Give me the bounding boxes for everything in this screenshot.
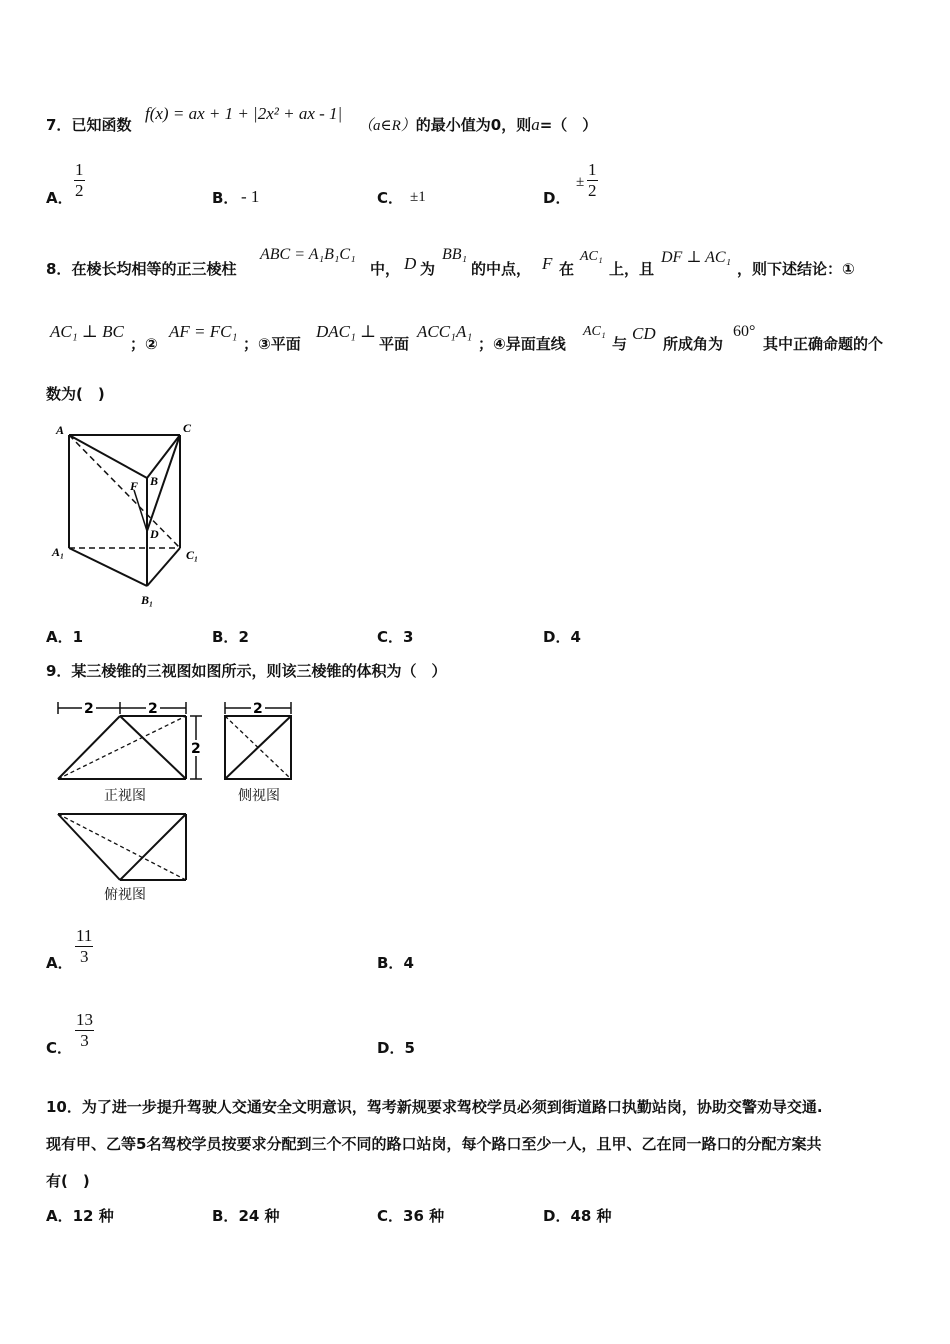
q8-text-8: ；② [130, 335, 158, 353]
front-hidden-diagonal [58, 716, 186, 779]
q9-front-view [50, 696, 210, 786]
top-diagonal [120, 814, 186, 880]
q9-option-a-den: 3 [75, 946, 93, 967]
q8-text-2: 中， [370, 260, 401, 278]
q10-option-c-value: 36 种 [403, 1207, 445, 1225]
q9-side-view [218, 696, 298, 786]
q8-statement-2: AF = FC₁ [169, 322, 238, 341]
q7-number: 7． [46, 116, 72, 134]
q9-option-b [377, 952, 414, 973]
q10-option-a-value: 12 种 [72, 1207, 114, 1225]
q8-option-a-value: 1 [72, 628, 84, 646]
q7-option-d-label: D． [543, 189, 571, 207]
q7-option-c-label: C． [377, 189, 404, 207]
edge-a-b [69, 435, 147, 478]
q7-condition [358, 114, 597, 135]
q9-option-d-value: 5 [404, 1039, 415, 1057]
label-f: F [130, 479, 139, 493]
edge-b-c [147, 435, 180, 478]
q8-bb1: BB₁ [442, 246, 468, 263]
q8-statement-4b: CD [632, 324, 656, 343]
top-left-slant [58, 814, 120, 880]
q10-option-d [543, 1205, 612, 1226]
q7-tail: =（ ） [539, 116, 598, 134]
q7-stem [46, 114, 131, 135]
q8-option-c [377, 626, 413, 647]
q10-line1: 10．为了进一步提升驾驶人交通安全文明意识，驾考新规要求驾校学员必须到街道路口执勤站岗，协助交警劝导交通. [46, 1098, 823, 1116]
q8-angle: 60° [733, 323, 756, 340]
q9-top-label: 俯视图 [104, 887, 146, 903]
q7-option-d-num: 1 [588, 160, 597, 179]
q10-option-a [46, 1205, 114, 1226]
q8-text-9: ；③平面 [243, 335, 301, 353]
label-b: B [150, 474, 159, 488]
label-d: D [150, 527, 159, 541]
q9-side-label: 侧视图 [238, 788, 280, 804]
q8-text-1: 在棱长均相等的正三棱柱 [71, 260, 237, 278]
q7-var: a [531, 115, 540, 134]
diagonal-a-c1-hidden [69, 435, 180, 548]
q8-statement-4a: AC₁ [583, 324, 606, 339]
top-hidden-diagonal [58, 814, 186, 880]
front-dim-h: 2 [191, 741, 201, 757]
q8-prism: ABC = A₁B₁C₁ [260, 246, 356, 263]
q7-option-b-label: B． [212, 189, 239, 207]
q8-statement-3b: ACC₁A₁ [417, 322, 473, 341]
edge-a1-b1 [69, 548, 147, 586]
q8-option-a-label: A． [46, 628, 73, 646]
label-a: A [56, 423, 65, 437]
q7-option-a-label: A． [46, 189, 73, 207]
q7-text-pre: 已知函数 [71, 116, 132, 134]
q9-option-c-den: 3 [75, 1030, 94, 1051]
q8-text-7: ，则下述结论：① [737, 260, 855, 278]
q8-text-11: ；④异面直线 [478, 335, 566, 353]
q7-formula: f(x) = ax + 1 + |2x² + ax - 1| [145, 104, 343, 123]
q10-option-b-value: 24 种 [238, 1207, 280, 1225]
segment-f-d [134, 490, 147, 531]
q8-option-d-label: D． [543, 628, 571, 646]
label-a1: A₁ [52, 545, 65, 559]
q7-option-d-sign: ± [576, 174, 585, 190]
side-dim: 2 [253, 701, 263, 717]
q9-option-b-value: 4 [403, 954, 414, 972]
front-left-slant [58, 716, 120, 779]
q9-front-label: 正视图 [104, 788, 146, 804]
q9-top-view [50, 808, 195, 886]
q9-option-d [377, 1037, 415, 1058]
label-c1: C₁ [186, 548, 199, 562]
q10-option-c [377, 1205, 444, 1226]
q8-perp: DF ⊥ AC₁ [661, 249, 732, 266]
q10-option-b [212, 1205, 280, 1226]
q9-option-b-label: B． [377, 954, 404, 972]
q8-ac1-a: AC₁ [580, 249, 603, 264]
q7-cond: （a∈R） [358, 118, 416, 134]
q8-point-d: D [404, 254, 417, 273]
edge-b1-c1 [147, 548, 180, 586]
q8-text-5: 在 [559, 260, 575, 278]
q9-option-a-num: 11 [76, 926, 93, 945]
q10-line3: 有( ) [46, 1172, 90, 1190]
q8-option-a [46, 626, 83, 647]
q7-option-c-value: ±1 [410, 189, 426, 205]
q7-option-a-num: 1 [75, 160, 84, 179]
q8-text-14: 其中正确命题的个 [763, 335, 884, 353]
q8-line3: 数为( ) [46, 385, 105, 403]
q10-option-c-label: C． [377, 1207, 404, 1225]
q10-line2: 现有甲、乙等5名驾校学员按要求分配到三个不同的路口站岗，每个路口至少一人，且甲、乙在同一路口的分配方案共 [46, 1135, 822, 1153]
q10-option-b-label: B． [212, 1207, 239, 1225]
q9-option-d-label: D． [377, 1039, 405, 1057]
q8-statement-3a: DAC₁ ⊥ [316, 322, 377, 341]
q10-option-d-value: 48 种 [570, 1207, 612, 1225]
q7-option-a-fraction [74, 160, 85, 201]
q8-option-d [543, 626, 581, 647]
q7-option-d-fraction [587, 160, 598, 201]
q9-stem: 9．某三棱锥的三视图如图所示，则该三棱锥的体积为（ ） [46, 662, 447, 680]
q8-text-6: 上，且 [609, 260, 655, 278]
q7-option-b-value: - 1 [241, 187, 260, 206]
q10-option-a-label: A． [46, 1207, 73, 1225]
q8-option-b-label: B． [212, 628, 239, 646]
q8-text-4: 的中点， [471, 260, 532, 278]
label-c: C [183, 421, 192, 435]
q7-option-a-den: 2 [75, 181, 84, 200]
q10-option-d-label: D． [543, 1207, 571, 1225]
q8-option-c-label: C． [377, 628, 404, 646]
label-b1: B₁ [141, 593, 154, 607]
q8-text-10: 平面 [379, 335, 410, 353]
q8-line1-b [370, 258, 400, 279]
q9-option-a-label: A． [46, 954, 73, 972]
q8-prism-figure [40, 418, 220, 610]
q9-option-c-fraction [75, 1010, 94, 1051]
q9-option-a-fraction [75, 926, 93, 967]
q8-text-12: 与 [612, 335, 628, 353]
q8-option-c-value: 3 [403, 628, 414, 646]
q8-text-13: 所成角为 [663, 335, 724, 353]
q8-statement-1: AC₁ ⊥ BC [50, 322, 124, 341]
front-dim-1: 2 [84, 701, 94, 717]
q8-number: 8． [46, 260, 72, 278]
q8-option-d-value: 4 [570, 628, 581, 646]
q7-text-mid: 的最小值为0，则 [415, 116, 532, 134]
q9-option-c-num: 13 [76, 1010, 93, 1029]
q8-line1 [46, 258, 236, 279]
q8-point-f: F [542, 254, 553, 273]
q7-option-d-den: 2 [588, 181, 597, 200]
q8-option-b-value: 2 [238, 628, 249, 646]
q8-text-3: 为 [420, 260, 436, 278]
front-dim-2: 2 [148, 701, 158, 717]
q9-option-c-label: C． [46, 1039, 73, 1057]
q8-option-b [212, 626, 249, 647]
front-diagonal [120, 716, 186, 779]
